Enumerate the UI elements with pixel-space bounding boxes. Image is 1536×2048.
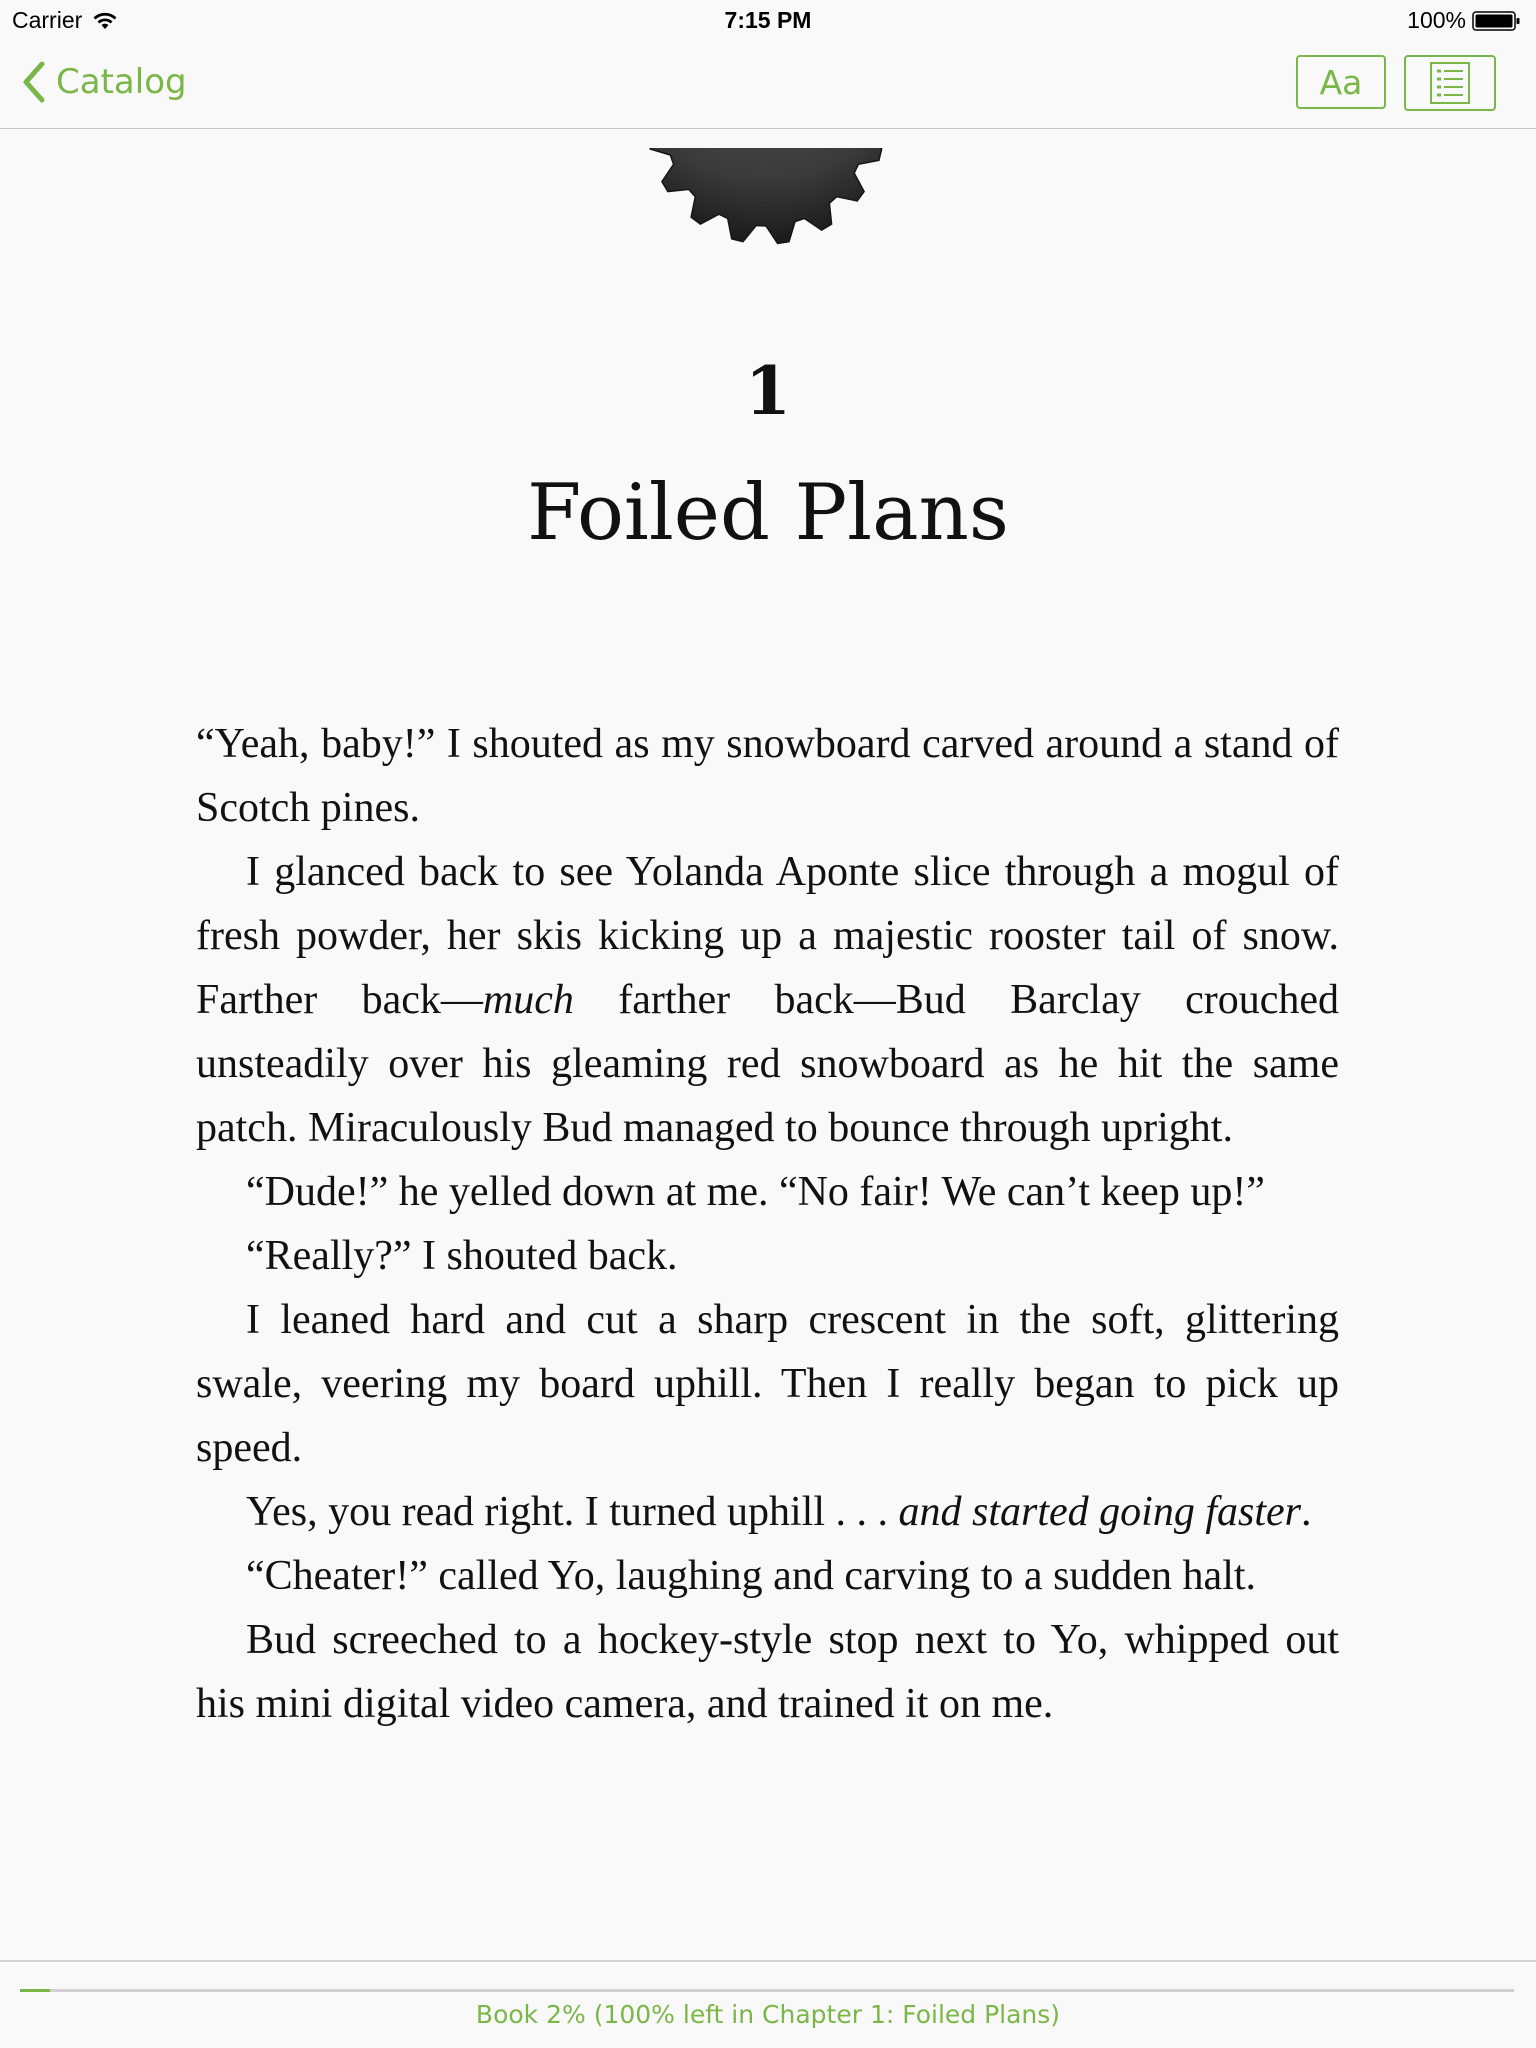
table-of-contents-button[interactable] xyxy=(1404,55,1496,111)
back-button[interactable] xyxy=(20,60,187,104)
reading-progress-fill xyxy=(20,1989,50,1992)
gear-shape xyxy=(649,146,884,243)
footer-divider xyxy=(0,1960,1536,1962)
chapter-number: 1 xyxy=(745,352,791,430)
italic-text: much xyxy=(482,977,574,1023)
reading-progress-bar[interactable] xyxy=(20,1989,1514,1992)
battery-icon xyxy=(1472,10,1522,32)
paragraph xyxy=(196,1480,1339,1544)
chapter-title: Foiled Plans xyxy=(527,468,1009,558)
paragraph xyxy=(196,1608,1339,1736)
text-segment: “Yeah, baby!” I shouted as my snowboard carved around a stand of Scotch pines. xyxy=(196,721,1339,831)
chapter-body-text xyxy=(196,712,1339,1736)
gear-icon xyxy=(636,146,896,276)
text-segment: “Cheater!” called Yo, laughing and carving to a sudden halt. xyxy=(246,1553,1257,1599)
battery-indicator xyxy=(1407,7,1522,34)
text-segment: I glanced back to see Yolanda Aponte slice through a mogul of fresh powder, her skis kicking up a majestic rooster tail of snow. Farther back— xyxy=(196,849,1339,1023)
text-segment: Yes, you read right. I turned uphill . . . xyxy=(246,1489,899,1535)
paragraph xyxy=(196,712,1339,840)
text-segment: Bud screeched to a hockey-style stop next to Yo, whipped out his mini digital video camera, and trained it on me. xyxy=(196,1617,1339,1727)
paragraph xyxy=(196,1224,1339,1288)
status-bar xyxy=(0,0,1536,40)
paragraph xyxy=(196,1288,1339,1480)
reading-progress-label: Book 2% (100% left in Chapter 1: Foiled Plans) xyxy=(475,2000,1061,2029)
reader-nav-bar xyxy=(0,40,1536,129)
list-icon xyxy=(1429,61,1471,105)
text-segment: farther back—Bud Barclay crouched unsteadily over his gleaming red snowboard as he hit the same patch. Miraculously Bud managed to bounce through upright. xyxy=(196,977,1339,1151)
status-time: 7:15 PM xyxy=(724,7,812,33)
carrier-label: Carrier xyxy=(12,7,83,33)
italic-text: and started going faster xyxy=(898,1489,1302,1535)
font-settings-label: Aa xyxy=(1319,62,1363,102)
paragraph xyxy=(196,1160,1339,1224)
back-button-label: Catalog xyxy=(56,62,187,102)
text-segment: I leaned hard and cut a sharp crescent in the soft, glittering swale, veering my board uphill. Then I really began to pick up speed. xyxy=(196,1297,1339,1471)
text-segment: “Dude!” he yelled down at me. “No fair! We can’t keep up!” xyxy=(246,1169,1265,1215)
paragraph xyxy=(196,840,1339,1160)
text-segment: . xyxy=(1301,1489,1312,1535)
text-segment: “Really?” I shouted back. xyxy=(246,1233,678,1279)
battery-label: 100% xyxy=(1407,7,1466,33)
font-settings-button[interactable] xyxy=(1296,55,1386,109)
paragraph xyxy=(196,1544,1339,1608)
chevron-left-icon xyxy=(20,60,46,104)
